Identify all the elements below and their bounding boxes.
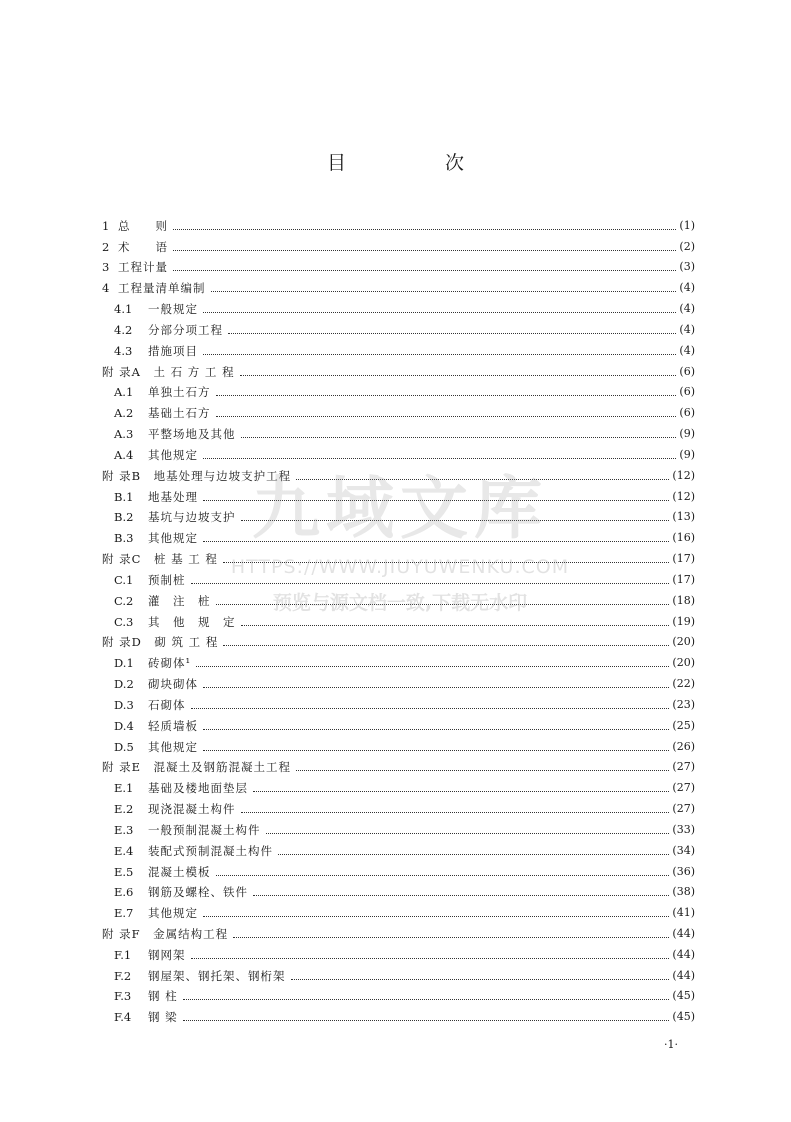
toc-leader-dots bbox=[203, 457, 676, 459]
toc-entry-page: (9) bbox=[679, 447, 695, 461]
toc-entry-number: E.1 bbox=[114, 781, 134, 796]
toc-entry-page: (4) bbox=[679, 302, 695, 316]
toc-entry[interactable] bbox=[102, 337, 695, 358]
table-of-contents bbox=[102, 212, 695, 1024]
toc-entry[interactable] bbox=[102, 670, 695, 691]
toc-entry-number: D.3 bbox=[114, 697, 134, 712]
toc-entry-number: D.2 bbox=[114, 677, 134, 692]
watermark-url: HTTPS://WWW.JIUYUWENKU.COM bbox=[230, 556, 570, 578]
toc-entry-page: (19) bbox=[672, 614, 695, 628]
toc-leader-dots bbox=[203, 540, 669, 542]
toc-entry-page: (23) bbox=[672, 697, 695, 711]
toc-entry[interactable] bbox=[102, 629, 695, 650]
toc-entry-title: 附 录D 砌 筑 工 程 bbox=[102, 635, 219, 650]
toc-entry-page: (4) bbox=[679, 281, 695, 295]
toc-entry[interactable] bbox=[102, 733, 695, 754]
toc-entry-page: (36) bbox=[672, 864, 695, 878]
toc-entry-title: 装配式预制混凝土构件 bbox=[148, 843, 273, 858]
toc-entry-title: 其他规定 bbox=[148, 739, 198, 754]
toc-entry-page: (6) bbox=[679, 385, 695, 399]
watermark-brand: 九域文库 bbox=[251, 470, 548, 549]
toc-leader-dots bbox=[203, 728, 669, 730]
toc-leader-dots bbox=[191, 582, 670, 584]
toc-entry-title: 附 录F 金属结构工程 bbox=[102, 926, 229, 941]
toc-leader-dots bbox=[216, 415, 677, 417]
page-number: ·1· bbox=[664, 1038, 678, 1051]
toc-entry-page: (6) bbox=[679, 364, 695, 378]
toc-entry-number: D.1 bbox=[114, 656, 134, 671]
toc-leader-dots bbox=[240, 374, 677, 376]
toc-entry-title: 混凝土模板 bbox=[148, 864, 211, 879]
toc-leader-dots bbox=[183, 1019, 670, 1021]
toc-leader-dots bbox=[278, 853, 669, 855]
page-title: 目 次 bbox=[326, 152, 504, 174]
toc-entry-title: 分部分项工程 bbox=[148, 322, 223, 337]
toc-leader-dots bbox=[241, 519, 670, 521]
toc-entry-number: C.2 bbox=[114, 593, 134, 608]
toc-entry-number: B.1 bbox=[114, 489, 134, 504]
toc-leader-dots bbox=[173, 249, 676, 251]
toc-entry-title: 附 录A 土 石 方 工 程 bbox=[102, 364, 235, 379]
toc-entry-title: 其他规定 bbox=[148, 447, 198, 462]
toc-entry-number: 4.3 bbox=[114, 343, 133, 358]
toc-leader-dots bbox=[191, 957, 670, 959]
toc-entry-page: (1) bbox=[679, 218, 695, 232]
toc-entry-page: (9) bbox=[679, 427, 695, 441]
toc-entry-title: 钢网架 bbox=[148, 947, 186, 962]
toc-entry[interactable] bbox=[102, 858, 695, 879]
toc-entry-number: B.2 bbox=[114, 510, 134, 525]
toc-entry-page: (3) bbox=[679, 260, 695, 274]
toc-entry-number: D.5 bbox=[114, 739, 134, 754]
toc-entry-number: D.4 bbox=[114, 718, 134, 733]
toc-entry-title: 基础及楼地面垫层 bbox=[148, 781, 248, 796]
watermark-slogan: 预览与源文档一致,下载无水印 bbox=[272, 592, 528, 614]
toc-entry-page: (45) bbox=[672, 989, 695, 1003]
toc-entry-page: (44) bbox=[672, 947, 695, 961]
toc-entry[interactable] bbox=[102, 566, 695, 587]
toc-entry-page: (27) bbox=[672, 781, 695, 795]
toc-entry[interactable] bbox=[102, 274, 695, 295]
toc-entry-page: (12) bbox=[672, 489, 695, 503]
toc-entry-page: (44) bbox=[672, 926, 695, 940]
toc-leader-dots bbox=[228, 332, 676, 334]
toc-entry-number: 2 bbox=[102, 239, 110, 254]
toc-entry-title: 基础土石方 bbox=[148, 406, 211, 421]
toc-entry-number: A.2 bbox=[114, 406, 134, 421]
toc-entry-title: 钢屋架、钢托架、钢桁架 bbox=[148, 968, 286, 983]
toc-leader-dots bbox=[241, 811, 670, 813]
toc-entry[interactable] bbox=[102, 920, 695, 941]
toc-entry-number: F.3 bbox=[114, 989, 132, 1004]
toc-entry-page: (17) bbox=[672, 572, 695, 586]
toc-entry-page: (16) bbox=[672, 531, 695, 545]
toc-leader-dots bbox=[216, 394, 677, 396]
toc-entry[interactable] bbox=[102, 483, 695, 504]
toc-entry-page: (34) bbox=[672, 843, 695, 857]
toc-entry-page: (27) bbox=[672, 760, 695, 774]
toc-entry-title: 措施项目 bbox=[148, 343, 198, 358]
toc-entry[interactable] bbox=[102, 691, 695, 712]
toc-entry-title: 现浇混凝土构件 bbox=[148, 802, 236, 817]
toc-entry[interactable] bbox=[102, 962, 695, 983]
toc-entry[interactable] bbox=[102, 899, 695, 920]
toc-entry-page: (26) bbox=[672, 739, 695, 753]
toc-entry[interactable] bbox=[102, 983, 695, 1004]
toc-leader-dots bbox=[203, 353, 676, 355]
toc-entry-title: 砖砌体¹ bbox=[148, 656, 192, 671]
toc-entry-title: 附 录B 地基处理与边坡支护工程 bbox=[102, 468, 292, 483]
toc-entry-page: (45) bbox=[672, 1010, 695, 1024]
toc-entry[interactable] bbox=[102, 254, 695, 275]
toc-entry-number: E.3 bbox=[114, 822, 134, 837]
toc-entry[interactable] bbox=[102, 649, 695, 670]
toc-entry-title: 钢筋及螺栓、铁件 bbox=[148, 885, 248, 900]
toc-leader-dots bbox=[296, 478, 669, 480]
toc-entry-title: 其他规定 bbox=[148, 531, 198, 546]
toc-entry-page: (25) bbox=[672, 718, 695, 732]
toc-entry[interactable] bbox=[102, 1003, 695, 1024]
toc-entry-number: A.4 bbox=[114, 447, 134, 462]
toc-entry-title: 灌 注 桩 bbox=[148, 593, 211, 608]
toc-entry-page: (12) bbox=[672, 468, 695, 482]
toc-entry-title: 工程量清单编制 bbox=[118, 281, 206, 296]
toc-entry[interactable] bbox=[102, 754, 695, 775]
toc-entry-page: (18) bbox=[672, 593, 695, 607]
toc-leader-dots bbox=[223, 644, 669, 646]
toc-entry-number: E.7 bbox=[114, 906, 134, 921]
toc-entry[interactable] bbox=[102, 233, 695, 254]
toc-entry-title: 一般规定 bbox=[148, 302, 198, 317]
toc-leader-dots bbox=[223, 561, 669, 563]
toc-leader-dots bbox=[253, 894, 669, 896]
toc-leader-dots bbox=[196, 665, 669, 667]
toc-entry-page: (33) bbox=[672, 822, 695, 836]
toc-entry[interactable] bbox=[102, 816, 695, 837]
toc-entry-number: F.4 bbox=[114, 1010, 132, 1025]
toc-leader-dots bbox=[211, 290, 677, 292]
toc-entry[interactable] bbox=[102, 379, 695, 400]
toc-entry-page: (41) bbox=[672, 906, 695, 920]
toc-entry-title: 单独土石方 bbox=[148, 385, 211, 400]
toc-entry[interactable] bbox=[102, 358, 695, 379]
toc-leader-dots bbox=[203, 499, 669, 501]
toc-entry-page: (20) bbox=[672, 656, 695, 670]
toc-leader-dots bbox=[203, 686, 669, 688]
toc-entry-title: 附 录C 桩 基 工 程 bbox=[102, 552, 218, 567]
toc-entry-title: 石砌体 bbox=[148, 697, 186, 712]
toc-entry-number: F.2 bbox=[114, 968, 132, 983]
toc-entry[interactable] bbox=[102, 879, 695, 900]
toc-entry[interactable] bbox=[102, 462, 695, 483]
toc-entry-title: 预制桩 bbox=[148, 572, 186, 587]
toc-entry-title: 钢 梁 bbox=[148, 1010, 178, 1025]
toc-entry-title: 一般预制混凝土构件 bbox=[148, 822, 261, 837]
toc-entry[interactable] bbox=[102, 212, 695, 233]
toc-entry-title: 基坑与边坡支护 bbox=[148, 510, 236, 525]
toc-entry[interactable] bbox=[102, 941, 695, 962]
toc-entry-number: E.4 bbox=[114, 843, 134, 858]
toc-entry-page: (17) bbox=[672, 552, 695, 566]
toc-entry[interactable] bbox=[102, 524, 695, 545]
toc-entry-number: E.5 bbox=[114, 864, 134, 879]
toc-entry-page: (4) bbox=[679, 343, 695, 357]
toc-entry[interactable] bbox=[102, 399, 695, 420]
toc-leader-dots bbox=[183, 998, 670, 1000]
toc-leader-dots bbox=[191, 707, 670, 709]
toc-entry-page: (22) bbox=[672, 677, 695, 691]
toc-entry-number: A.3 bbox=[114, 427, 134, 442]
toc-entry-number: E.6 bbox=[114, 885, 134, 900]
toc-leader-dots bbox=[296, 769, 669, 771]
toc-entry-number: 4.1 bbox=[114, 302, 133, 317]
toc-entry[interactable] bbox=[102, 441, 695, 462]
toc-entry[interactable] bbox=[102, 420, 695, 441]
toc-entry-number: 4 bbox=[102, 281, 110, 296]
toc-entry-title: 轻质墙板 bbox=[148, 718, 198, 733]
toc-entry-page: (27) bbox=[672, 802, 695, 816]
toc-entry[interactable] bbox=[102, 712, 695, 733]
toc-entry-page: (13) bbox=[672, 510, 695, 524]
toc-entry-number: F.1 bbox=[114, 947, 132, 962]
toc-entry-title: 总 则 bbox=[118, 218, 168, 233]
toc-entry-title: 平整场地及其他 bbox=[148, 427, 236, 442]
toc-entry-number: 1 bbox=[102, 218, 110, 233]
toc-leader-dots bbox=[233, 936, 669, 938]
toc-entry-number: 3 bbox=[102, 260, 110, 275]
toc-entry-title: 工程计量 bbox=[118, 260, 168, 275]
toc-entry[interactable] bbox=[102, 587, 695, 608]
toc-entry[interactable] bbox=[102, 837, 695, 858]
toc-leader-dots bbox=[216, 603, 670, 605]
toc-leader-dots bbox=[173, 228, 676, 230]
toc-entry-page: (44) bbox=[672, 968, 695, 982]
toc-entry-number: E.2 bbox=[114, 802, 134, 817]
toc-leader-dots bbox=[253, 790, 669, 792]
toc-entry[interactable] bbox=[102, 504, 695, 525]
toc-entry-number: 4.2 bbox=[114, 322, 133, 337]
toc-entry-title: 地基处理 bbox=[148, 489, 198, 504]
toc-entry-number: C.1 bbox=[114, 572, 134, 587]
toc-leader-dots bbox=[241, 624, 670, 626]
toc-leader-dots bbox=[266, 832, 670, 834]
toc-entry-title: 附 录E 混凝土及钢筋混凝土工程 bbox=[102, 760, 292, 775]
toc-entry-title: 砌块砌体 bbox=[148, 677, 198, 692]
toc-entry-page: (2) bbox=[679, 239, 695, 253]
toc-leader-dots bbox=[173, 269, 676, 271]
toc-leader-dots bbox=[203, 915, 669, 917]
toc-leader-dots bbox=[291, 978, 670, 980]
toc-entry-page: (20) bbox=[672, 635, 695, 649]
toc-entry-title: 钢 柱 bbox=[148, 989, 178, 1004]
toc-entry-page: (38) bbox=[672, 885, 695, 899]
toc-entry[interactable] bbox=[102, 608, 695, 629]
toc-entry-number: A.1 bbox=[114, 385, 134, 400]
toc-entry-page: (6) bbox=[679, 406, 695, 420]
toc-entry-number: C.3 bbox=[114, 614, 134, 629]
toc-leader-dots bbox=[216, 874, 670, 876]
toc-entry-title: 术 语 bbox=[118, 239, 168, 254]
toc-entry-page: (4) bbox=[679, 322, 695, 336]
toc-leader-dots bbox=[203, 749, 669, 751]
toc-entry[interactable] bbox=[102, 774, 695, 795]
toc-entry[interactable] bbox=[102, 795, 695, 816]
toc-entry[interactable] bbox=[102, 545, 695, 566]
toc-entry-title: 其他规定 bbox=[148, 906, 198, 921]
toc-entry[interactable] bbox=[102, 316, 695, 337]
toc-entry-title: 其 他 规 定 bbox=[148, 614, 236, 629]
toc-leader-dots bbox=[203, 311, 676, 313]
toc-entry[interactable] bbox=[102, 295, 695, 316]
toc-leader-dots bbox=[241, 436, 677, 438]
toc-entry-number: B.3 bbox=[114, 531, 134, 546]
